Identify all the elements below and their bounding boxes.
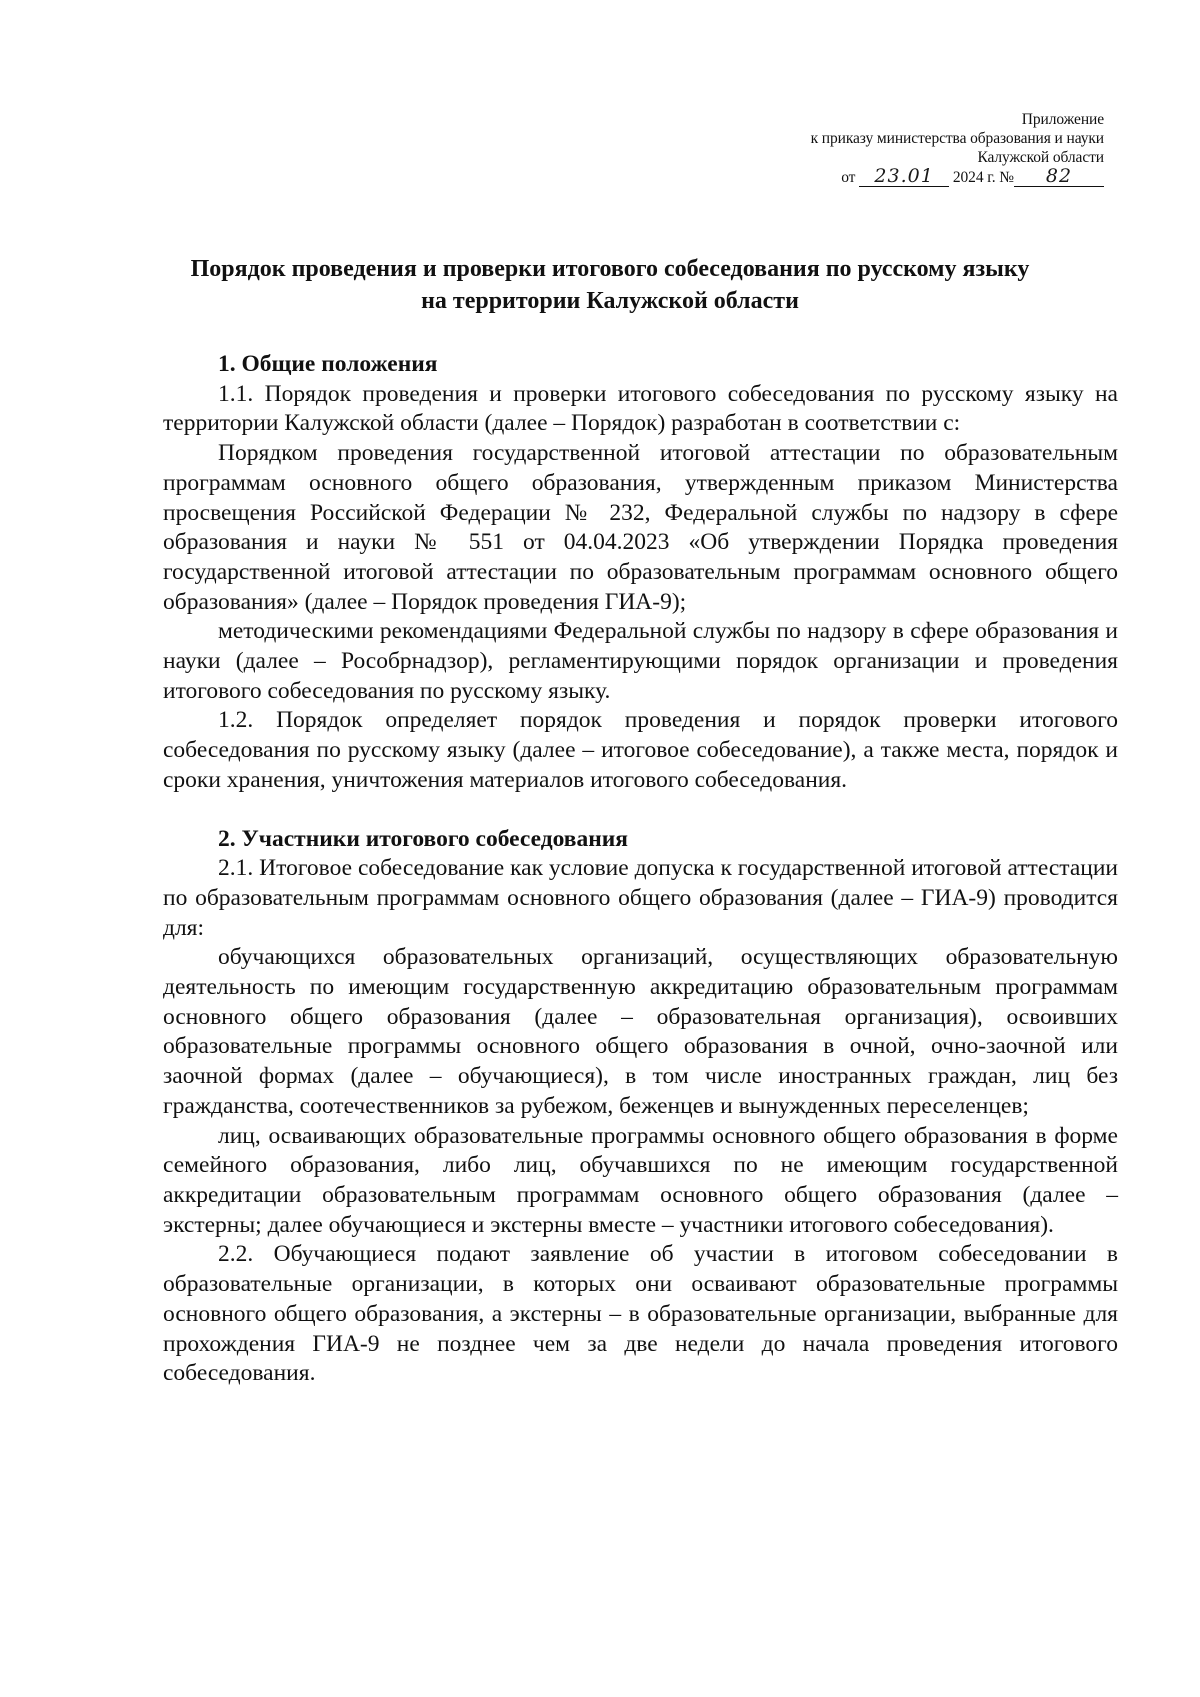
appendix-label: Приложение (1021, 111, 1104, 128)
paragraph-1-2: 1.2. Порядок определяет порядок проведения и порядок проверки итогового собеседования по русскому языку (далее – итоговое собеседование), а также места, порядок и сроки хранения, уничтожения материалов итогового собеседования. (163, 707, 1118, 793)
paragraph-gia-order: Порядком проведения государственной итоговой аттестации по образовательным программам основного общего образования, утвержденным приказом Министерства просвещения Российской Федерации № 232, Федеральной службы по надзору в сфере образования и науки № 551 от 04.04.2023 «Об утверждении Порядка проведения государственной итоговой аттестации по образовательным программам основного общего образования» (далее – Порядок проведения ГИА-9); (163, 440, 1118, 615)
section-1-heading: 1. Общие положения (218, 351, 438, 377)
paragraph-methodical-recommendations: методическими рекомендациями Федеральной службы по надзору в сфере образования и науки (далее – Рособрнадзор), регламентирующими порядок организации и проведения итогового собеседования по русскому языку. (163, 618, 1118, 704)
handwritten-date: 23.01 (874, 165, 934, 187)
paragraph-2-2: 2.2. Обучающиеся подают заявление об участии в итоговом собеседовании в образовательные организации, в которых они осваивают образовательные программы основного общего образования, а экстерны – в образовательные организации, выбранные для прохождения ГИА-9 не позднее чем за две недели до начала проведения итогового собеседования. (163, 1241, 1118, 1387)
number-blank (1014, 165, 1104, 187)
title-line-1: Порядок проведения и проверки итогового собеседования по русскому языку (190, 256, 1030, 282)
section-2-heading: 2. Участники итогового собеседования (218, 825, 628, 852)
paragraph-2-1: 2.1. Итоговое собеседование как условие допуска к государственной итоговой аттестации по образовательным программам основного общего образования (далее – ГИА-9) проводится для: (163, 855, 1118, 941)
year-number-label: 2024 г. № (952, 169, 1014, 186)
paragraph-externs: лиц, осваивающих образовательные программы основного общего образования в форме семейного образования, либо лиц, обучавшихся по не имеющим государственной аккредитации образовательным программам основного общего образования (далее – экстерны; далее обучающиеся и экстерны вместе – участники итогового собеседования). (163, 1122, 1118, 1238)
appendix-stamp (584, 110, 1104, 187)
handwritten-number: 82 (1045, 165, 1073, 187)
section-gap (163, 796, 1118, 825)
date-from-label: от (841, 169, 856, 186)
appendix-region: Калужской области (977, 149, 1104, 166)
appendix-order-ref: к приказу министерства образования и науки (810, 130, 1104, 147)
paragraph-students: обучающихся образовательных организаций, осуществляющих образовательную деятельность по имеющим государственную аккредитацию образовательным программам основного общего образования (далее – образовательная организация), освоивших образовательные программы основного общего образования в очной, очно-заочной или заочной формах (далее – обучающиеся), в том числе иностранных граждан, лиц без гражданства, соотечественников за рубежом, беженцев и вынужденных переселенцев; (163, 944, 1118, 1119)
title-line-2: на территории Калужской области (421, 288, 799, 314)
date-blank (859, 165, 949, 187)
appendix-date-line (584, 165, 1104, 187)
document-title (130, 253, 1090, 317)
document-body (163, 350, 1118, 1389)
paragraph-1-1: 1.1. Порядок проведения и проверки итогового собеседования по русскому языку на территории Калужской области (далее – Порядок) разработан в соответствии с: (163, 380, 1118, 437)
